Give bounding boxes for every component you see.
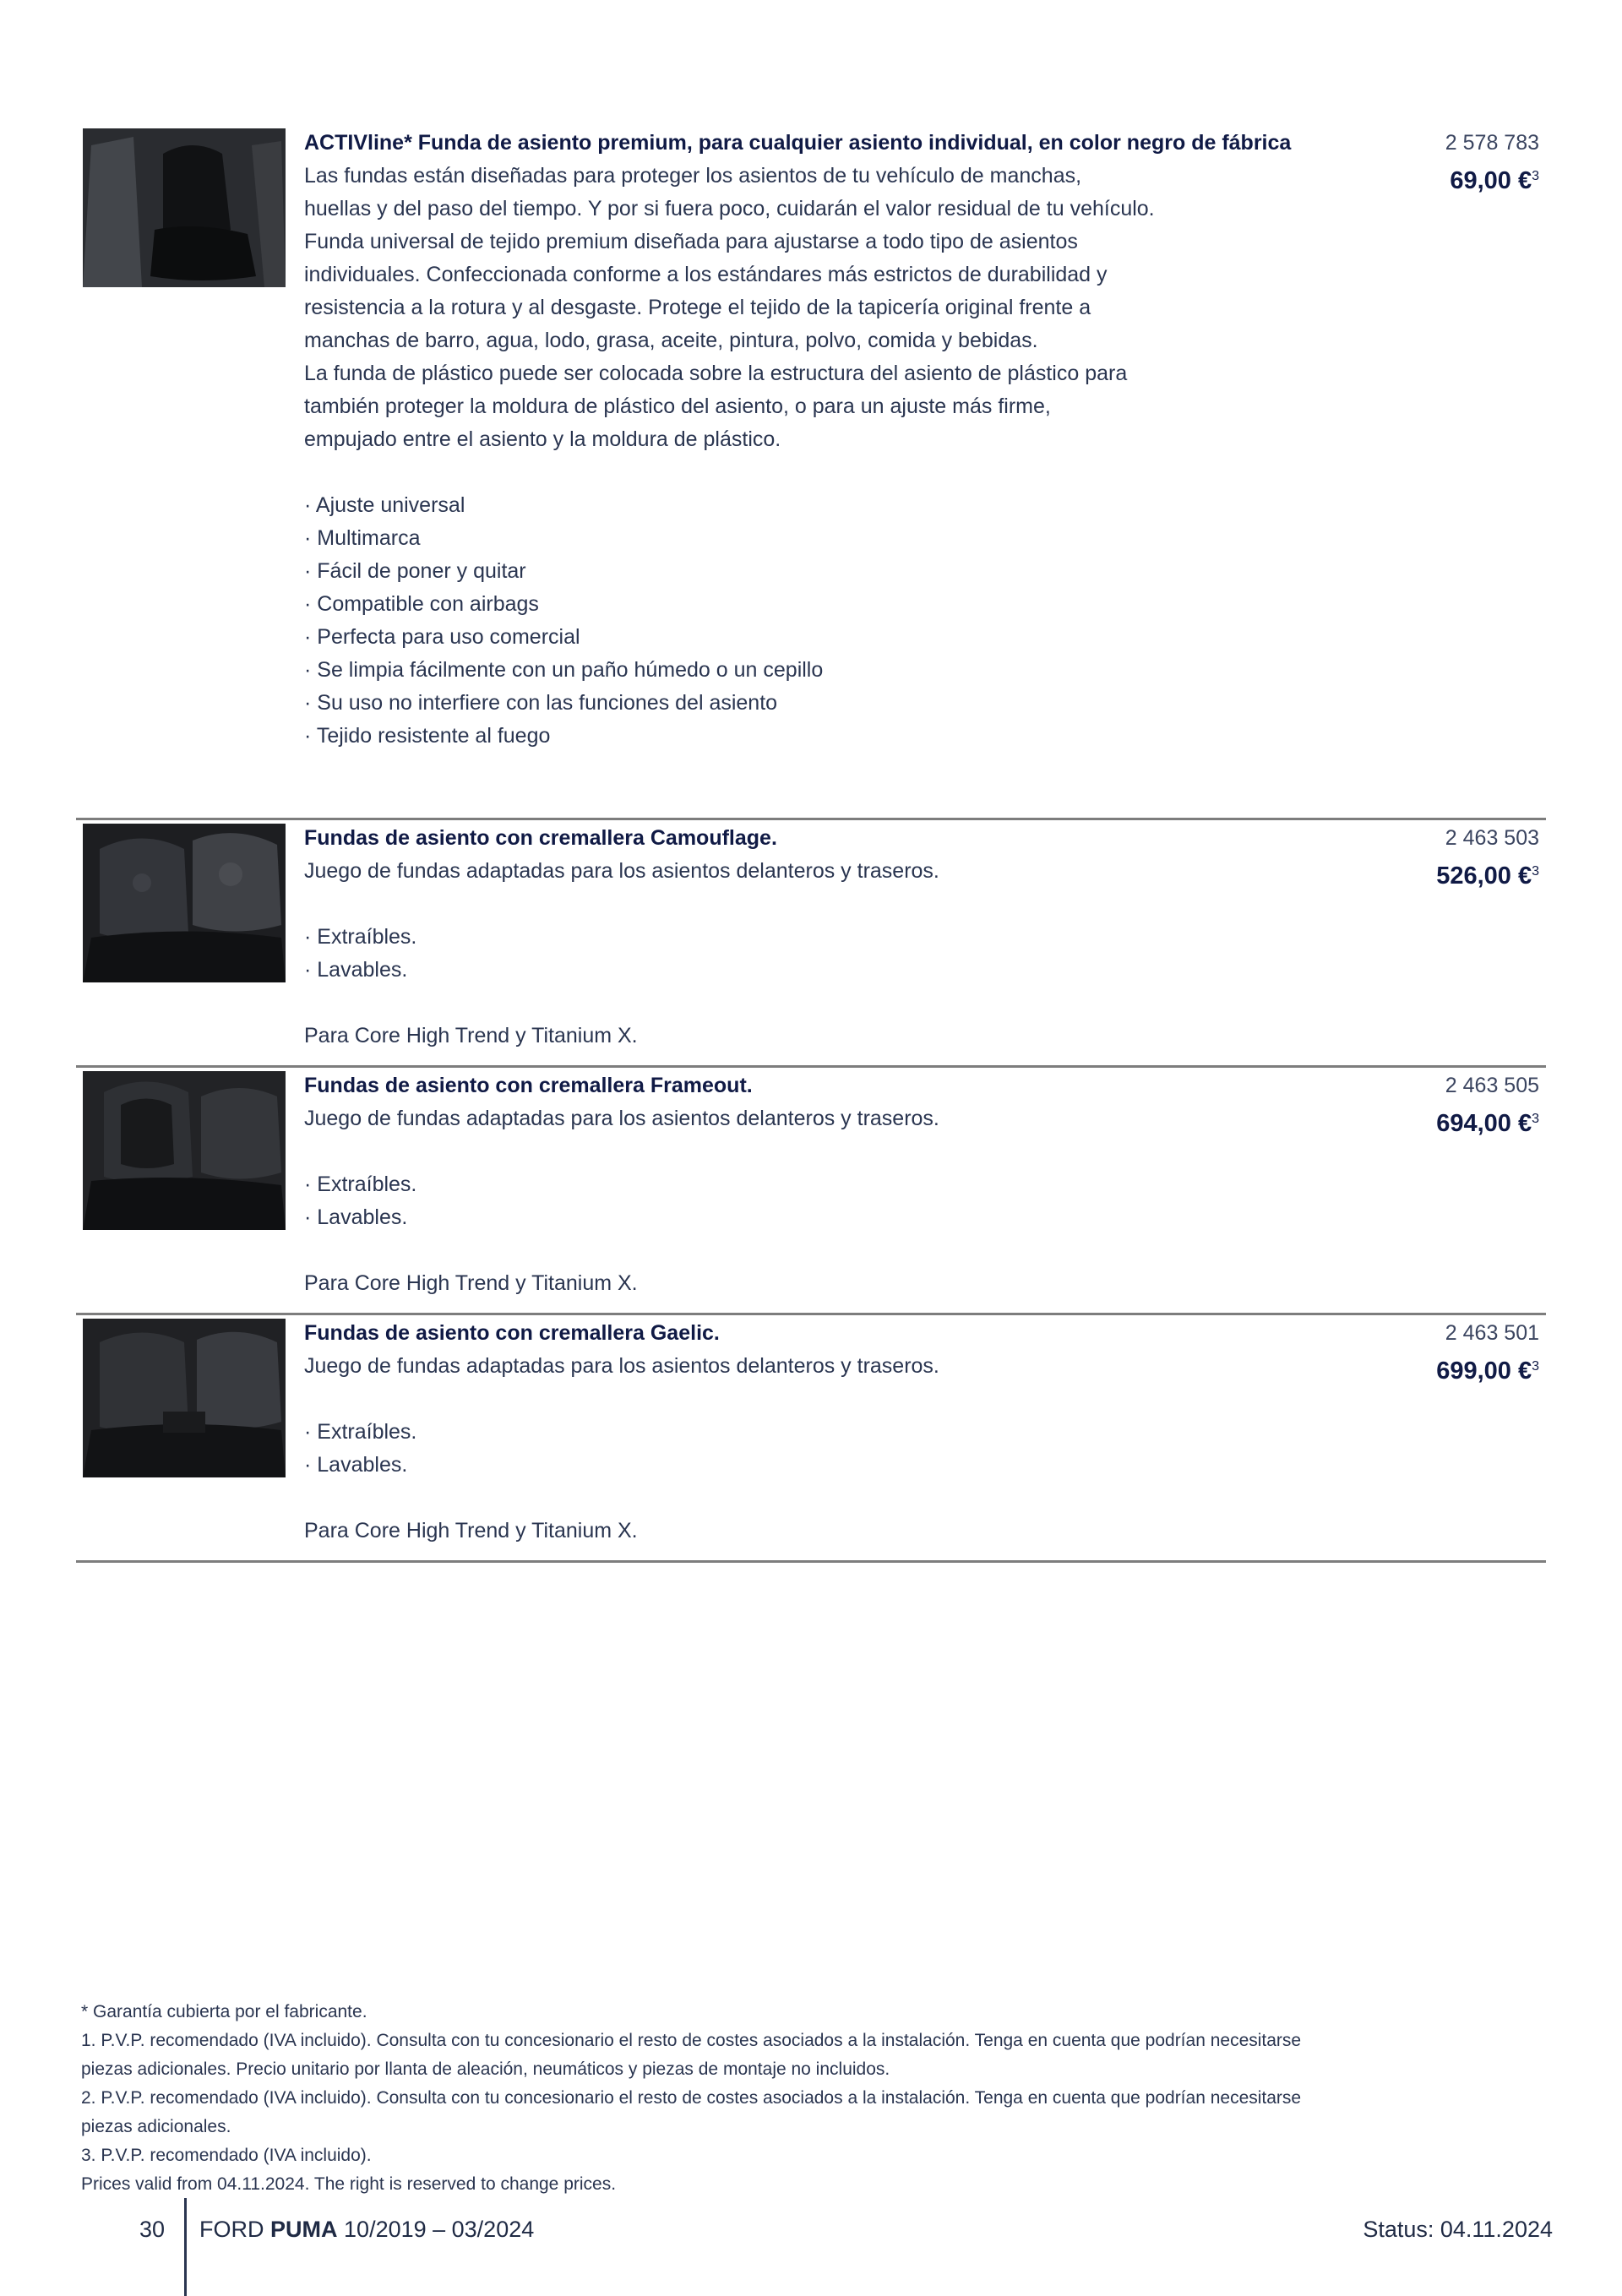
price-value: 694,00 € (1436, 1110, 1532, 1137)
brand-name: FORD (199, 2217, 264, 2242)
footnotes (81, 1998, 1534, 2199)
feature-item: · Perfecta para uso comercial (304, 625, 580, 649)
price-footnote-ref: 3 (1532, 1112, 1539, 1126)
description-line: La funda de plástico puede ser colocada sobre la estructura del asiento de plástico para (304, 362, 1128, 385)
price-footnote-ref: 3 (1532, 169, 1539, 183)
divider (76, 1560, 1546, 1563)
feature-item: · Ajuste universal (304, 493, 465, 517)
availability-note: Para Core High Trend y Titanium X. (304, 1519, 638, 1542)
product-info (304, 1317, 1343, 1548)
price-value: 699,00 € (1436, 1357, 1532, 1385)
description-line: individuales. Confeccionada conforme a los estándares más estrictos de durabilidad y (304, 263, 1108, 286)
product-image (83, 1071, 286, 1230)
availability-note: Para Core High Trend y Titanium X. (304, 1024, 638, 1047)
seat-image (83, 1319, 286, 1477)
product-image (83, 1319, 286, 1477)
footnote: * Garantía cubierta por el fabricante. (81, 2002, 367, 2021)
description-line: también proteger la moldura de plástico del asiento, o para un ajuste más firme, (304, 394, 1051, 418)
part-number: 2 463 505 (1445, 1074, 1539, 1097)
page-footer (0, 2198, 1622, 2296)
price (1445, 160, 1539, 198)
feature-item: · Se limpia fácilmente con un paño húmedo o un cepillo (304, 658, 824, 682)
description-line: manchas de barro, agua, lodo, grasa, aceite, pintura, polvo, comida y bebidas. (304, 329, 1038, 352)
product-image (83, 824, 286, 982)
product-info (304, 822, 1343, 1053)
availability-note: Para Core High Trend y Titanium X. (304, 1271, 638, 1295)
product-info (304, 1069, 1343, 1300)
description-line: Funda universal de tejido premium diseñada para ajustarse a todo tipo de asientos (304, 230, 1078, 253)
feature-item: · Lavables. (304, 1453, 408, 1477)
product-camouflage-seat-covers (76, 820, 1546, 1065)
model-name: PUMA (270, 2217, 338, 2242)
price-block (1436, 1069, 1539, 1140)
part-number: 2 578 783 (1445, 131, 1539, 155)
description-line: Las fundas están diseñadas para proteger los asientos de tu vehículo de manchas, (304, 164, 1082, 188)
product-title: ACTIVline* Funda de asiento premium, para cualquier asiento individual, en color negro de fábrica (304, 131, 1292, 155)
feature-item: · Compatible con airbags (304, 592, 539, 616)
description-line: Juego de fundas adaptadas para los asientos delanteros y traseros. (304, 1107, 939, 1130)
footnote: 3. P.V.P. recomendado (IVA incluido). (81, 2146, 372, 2165)
product-frameout-seat-covers (76, 1068, 1546, 1313)
description-line: resistencia a la rotura y al desgaste. Protege el tejido de la tapicería original frente a (304, 296, 1091, 319)
price-block (1436, 1317, 1539, 1388)
model-period: 10/2019 – 03/2024 (344, 2217, 535, 2242)
part-number: 2 463 501 (1445, 1321, 1539, 1345)
seat-image (83, 128, 286, 287)
footnote: piezas adicionales. Precio unitario por llanta de aleación, neumáticos y piezas de montaje no incluidos. (81, 2059, 890, 2079)
description-line: Juego de fundas adaptadas para los asientos delanteros y traseros. (304, 859, 939, 883)
seat-image (83, 824, 286, 982)
price-footnote-ref: 3 (1532, 1359, 1539, 1374)
product-info (304, 127, 1343, 753)
product-image (83, 128, 286, 287)
footnote: Prices valid from 04.11.2024. The right is reserved to change prices. (81, 2174, 617, 2194)
footnote: piezas adicionales. (81, 2117, 231, 2136)
product-title: Fundas de asiento con cremallera Gaelic. (304, 1321, 720, 1345)
seat-image (83, 1071, 286, 1230)
feature-list (304, 1168, 1343, 1234)
product-title: Fundas de asiento con cremallera Camouflage. (304, 826, 777, 850)
feature-item: · Extraíbles. (304, 925, 417, 949)
feature-item: · Multimarca (304, 526, 421, 550)
feature-item: · Extraíbles. (304, 1172, 417, 1196)
feature-item: · Extraíbles. (304, 1420, 417, 1444)
product-list (76, 125, 1546, 1563)
product-title: Fundas de asiento con cremallera Frameout. (304, 1074, 753, 1097)
model-label (199, 2217, 534, 2243)
feature-item: · Su uso no interfiere con las funciones del asiento (304, 691, 778, 715)
price-value: 526,00 € (1436, 862, 1532, 890)
product-activline-seat-cover (76, 125, 1546, 818)
feature-item: · Tejido resistente al fuego (304, 724, 551, 748)
feature-list (304, 921, 1343, 987)
product-gaelic-seat-covers (76, 1315, 1546, 1560)
price-block (1445, 127, 1539, 198)
feature-item: · Lavables. (304, 958, 408, 982)
description-line: empujado entre el asiento y la moldura de plástico. (304, 427, 781, 451)
price-block (1436, 822, 1539, 893)
price (1436, 855, 1539, 893)
feature-list (304, 489, 1343, 753)
footer-divider (184, 2198, 187, 2296)
description-line: Juego de fundas adaptadas para los asientos delanteros y traseros. (304, 1354, 939, 1378)
price-footnote-ref: 3 (1532, 864, 1539, 879)
footnote: 2. P.V.P. recomendado (IVA incluido). Consulta con tu concesionario el resto de costes asociados a la instalación. Tenga en cuenta que podrían necesitarse (81, 2088, 1302, 2108)
feature-item: · Lavables. (304, 1205, 408, 1229)
price (1436, 1102, 1539, 1140)
feature-item: · Fácil de poner y quitar (304, 559, 526, 583)
part-number: 2 463 503 (1445, 826, 1539, 850)
feature-list (304, 1416, 1343, 1482)
description-line: huellas y del paso del tiempo. Y por si fuera poco, cuidarán el valor residual de tu vehículo. (304, 197, 1155, 220)
status-date: Status: 04.11.2024 (1363, 2217, 1553, 2242)
footnote: 1. P.V.P. recomendado (IVA incluido). Consulta con tu concesionario el resto de costes asociados a la instalación. Tenga en cuenta que podrían necesitarse (81, 2031, 1302, 2050)
price (1436, 1350, 1539, 1388)
price-value: 69,00 € (1450, 167, 1532, 194)
page-number: 30 (139, 2217, 166, 2242)
